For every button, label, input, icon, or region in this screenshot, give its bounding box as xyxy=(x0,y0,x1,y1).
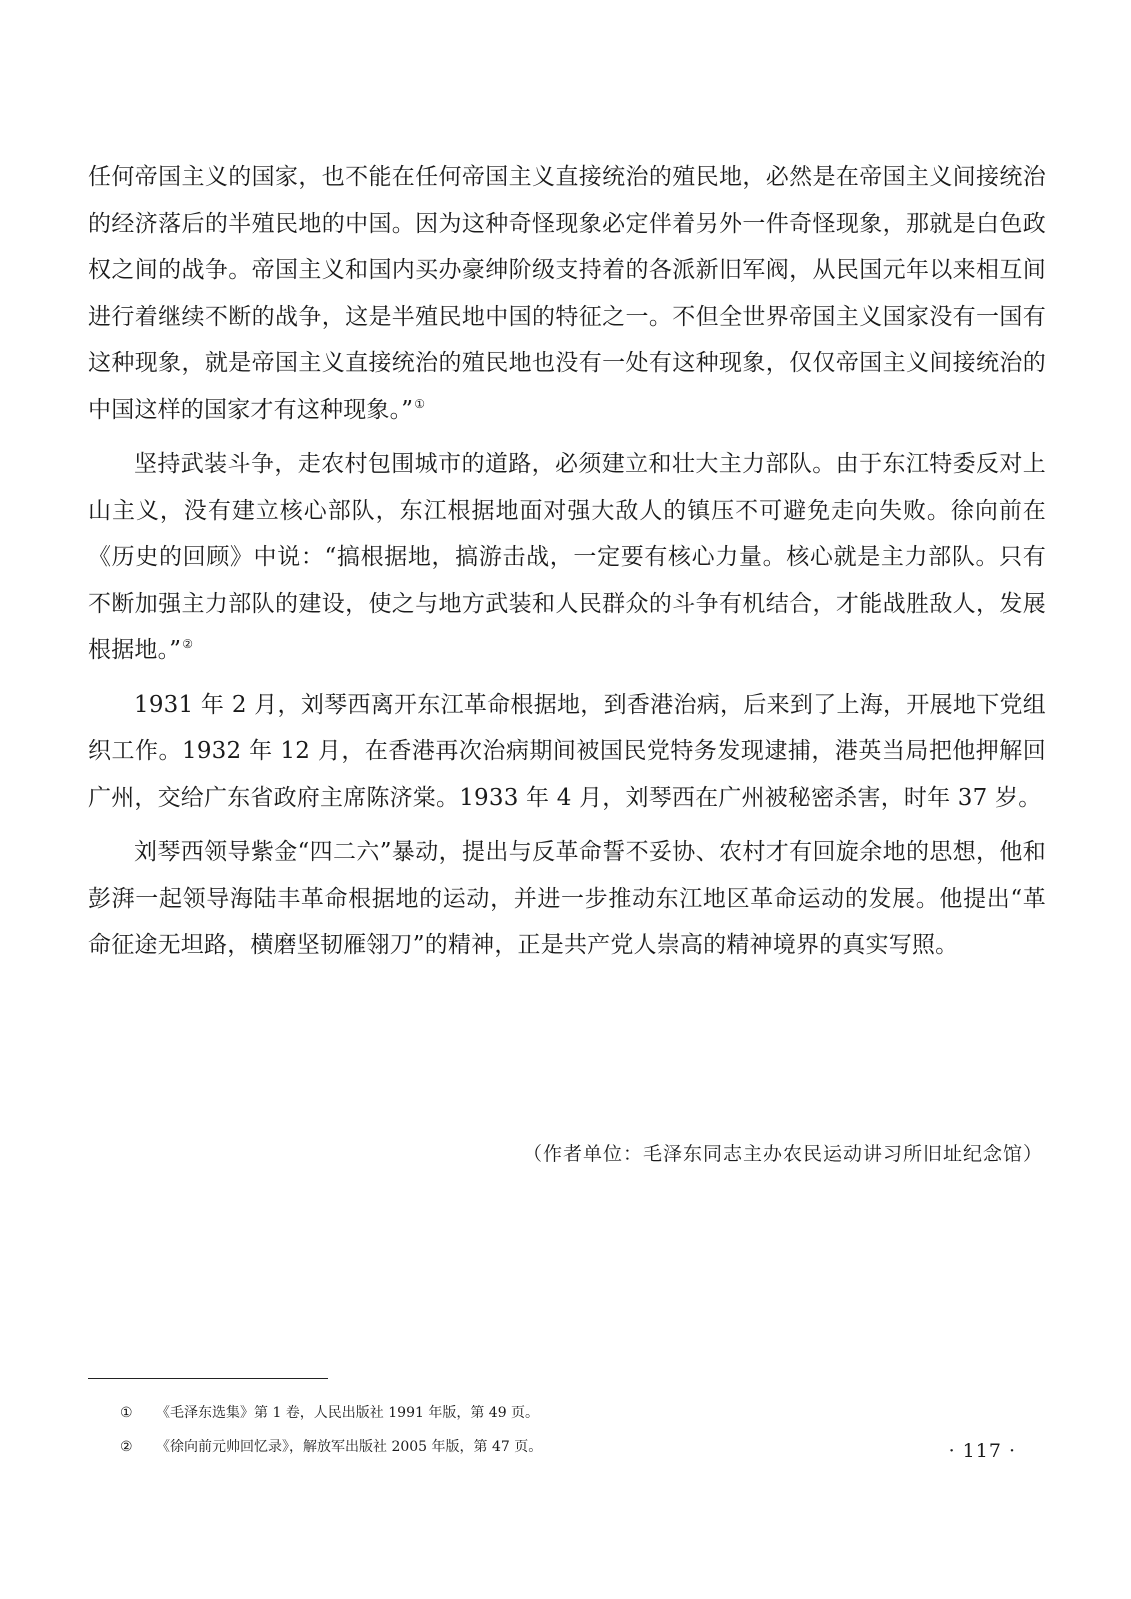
footnote-text: 《徐向前元帅回忆录》，解放军出版社 2005 年版，第 47 页。 xyxy=(156,1439,543,1455)
page-number: · 117 · xyxy=(948,1440,1016,1462)
footnote xyxy=(120,1430,1000,1464)
paragraph-text: 任何帝国主义的国家，也不能在任何帝国主义直接统治的殖民地，必然是在帝国主义间接统治的经济落后的半殖民地的中国。因为这种奇怪现象必定伴着另外一件奇怪现象，那就是白色政权之间的战争。帝国主义和国内买办豪绅阶级支持着的各派新旧军阀，从民国元年以来相互间进行着继续不断的战争，这是半殖民地中国的特征之一。不但全世界帝国主义国家没有一国有这种现象，就是帝国主义直接统治的殖民地也没有一处有这种现象，仅仅帝国主义间接统治的中国这样的国家才有这种现象。” xyxy=(88,164,1046,423)
body-text xyxy=(88,154,1046,977)
footnote-mark: ② xyxy=(120,1439,133,1455)
footnotes xyxy=(120,1396,1000,1464)
paragraph xyxy=(88,682,1046,822)
paragraph-text: 1931 年 2 月，刘琴西离开东江革命根据地，到香港治病，后来到了上海，开展地下党组织工作。1932 年 12 月，在香港再次治病期间被国民党特务发现逮捕，港英当局把他押解回广州，交给广东省政府主席陈济棠。1933 年 4 月，刘琴西在广州被秘密杀害，时年 37 岁。 xyxy=(88,691,1046,811)
paragraph-text: 刘琴西领导紫金“四二六”暴动，提出与反革命誓不妥协、农村才有回旋余地的思想，他和彭湃一起领导海陆丰革命根据地的运动，并进一步推动东江地区革命运动的发展。他提出“革命征途无坦路，横磨坚韧雁翎刀”的精神，正是共产党人崇高的精神境界的真实写照。 xyxy=(88,839,1046,958)
paragraph xyxy=(88,441,1046,674)
author-affiliation: （作者单位：毛泽东同志主办农民运动讲习所旧址纪念馆） xyxy=(522,1143,1043,1165)
footnote xyxy=(120,1396,1000,1430)
paragraph-text: 坚持武装斗争，走农村包围城市的道路，必须建立和壮大主力部队。由于东江特委反对上山主义，没有建立核心部队，东江根据地面对强大敌人的镇压不可避免走向失败。徐向前在《历史的回顾》中说：“搞根据地，搞游击战，一定要有核心力量。核心就是主力部队。只有不断加强主力部队的建设，使之与地方武装和人民群众的斗争有机结合，才能战胜敌人，发展根据地。” xyxy=(88,451,1046,663)
footnote-mark: ① xyxy=(120,1405,133,1421)
paragraph-continuation xyxy=(88,154,1046,433)
footnote-reference: ② xyxy=(182,637,194,652)
footnote-text: 《毛泽东选集》第 1 卷，人民出版社 1991 年版，第 49 页。 xyxy=(156,1405,540,1421)
footnote-reference: ① xyxy=(414,396,426,411)
footnote-divider xyxy=(88,1378,328,1379)
paragraph xyxy=(88,829,1046,969)
